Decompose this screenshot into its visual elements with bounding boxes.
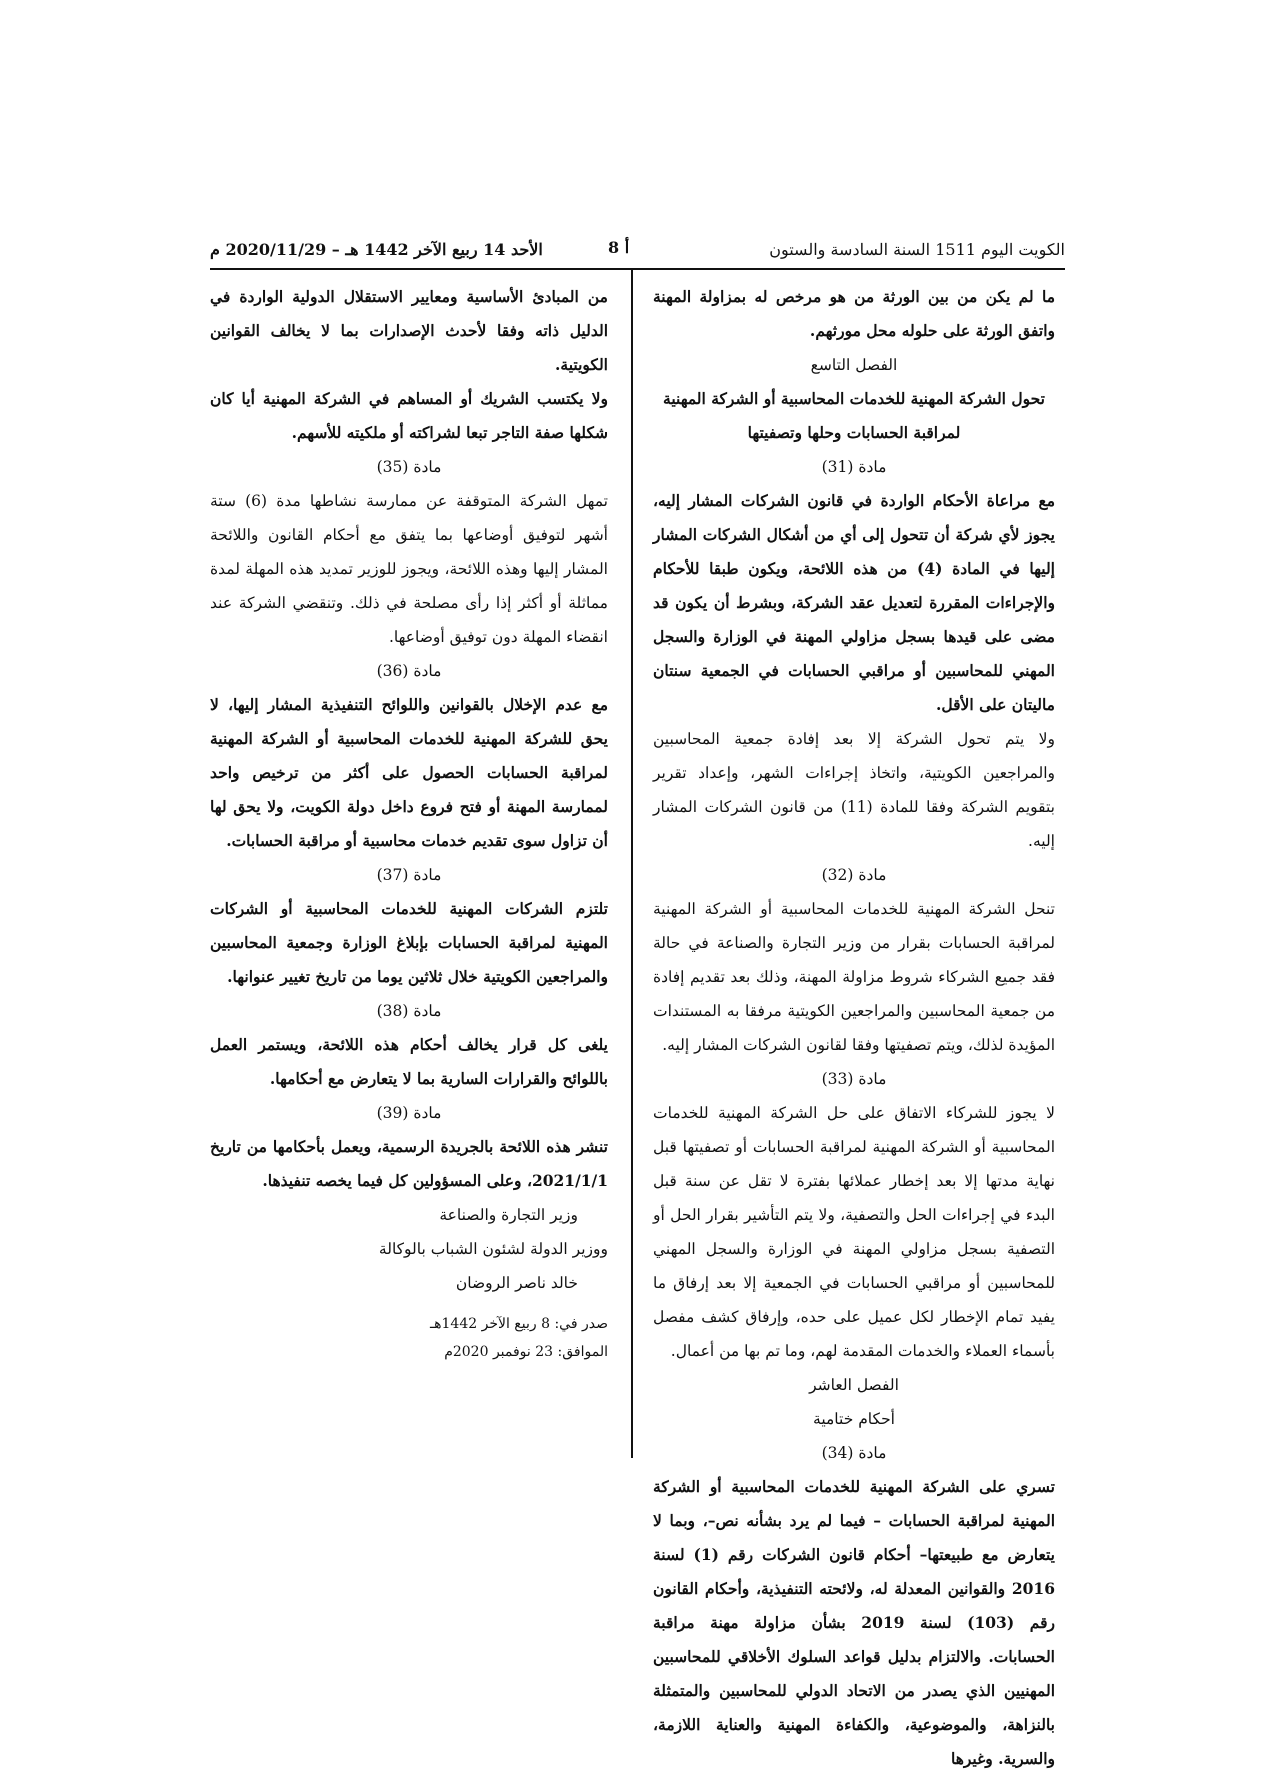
article-text: تنشر هذه اللائحة بالجريدة الرسمية، ويعمل بأحكامها من تاريخ 2021/1/1، وعلى المسؤولين كل فيما يخصه تنفيذها. — [210, 1137, 608, 1190]
article-title: مادة (31) — [821, 458, 887, 476]
paragraph: ولا يكتسب الشريك أو المساهم في الشركة المهنية أيا كان شكلها صفة التاجر تبعا لشراكته أو ملكيته للأسهم. — [210, 389, 608, 442]
right-column — [653, 280, 1055, 1776]
article-title: مادة (39) — [376, 1104, 442, 1122]
issue-date-hijri: صدر في: 8 ربيع الآخر 1442هـ — [430, 1316, 608, 1332]
article-text: مع مراعاة الأحكام الواردة في قانون الشركات المشار إليه، يجوز لأي شركة أن تتحول إلى أي من أشكال الشركات المشار إليها في المادة (4) من هذه اللائحة، ويكون طبقا للأحكام والإجراءات المقررة لتعديل عقد الشركة، وبشرط أن يكون قد مضى على قيدها بسجل مزاولي المهنة في الوزارة والسجل المهني للمحاسبين أو مراقبي الحسابات في الجمعية سنتان ماليتان على الأقل. — [653, 491, 1055, 714]
article-title: مادة (34) — [821, 1444, 887, 1462]
article-title: مادة (32) — [821, 866, 887, 884]
article-text: يلغى كل قرار يخالف أحكام هذه اللائحة، ويستمر العمل باللوائح والقرارات السارية بما لا يتعارض مع أحكامها. — [210, 1035, 608, 1088]
issue-date-gregorian: الموافق: 23 نوفمبر 2020م — [444, 1344, 608, 1360]
article-text: لا يجوز للشركاء الاتفاق على حل الشركة المهنية للخدمات المحاسبية أو الشركة المهنية لمراقبة الحسابات أو تصفيتها قبل نهاية مدتها إلا بعد إخطار عملائها بفترة لا تقل عن سنة قبل البدء في إجراءات الحل والتصفية، ولا يتم التأشير بقرار الحل أو التصفية بسجل مزاولي المهنة في الوزارة والسجل المهني للمحاسبين أو مراقبي الحسابات في الجمعية إلا بعد إرفاق ما يفيد تمام الإخطار لكل عميل على حده، وإرفاق كشف مفصل بأسماء العملاء والخدمات المقدمة لهم، وما تم بها من أعمال. — [653, 1104, 1055, 1360]
article-text: تمهل الشركة المتوقفة عن ممارسة نشاطها مدة (6) ستة أشهر لتوفيق أوضاعها بما يتفق مع أحكام القانون واللائحة المشار إليها وهذه اللائحة، ويجوز للوزير تمديد هذه المهلة لمدة مماثلة أو أكثر إذا رأى مصلحة في ذلك. وتنقضي الشركة عند انقضاء المهلة دون توفيق أوضاعها. — [210, 492, 608, 646]
article-title: مادة (35) — [376, 458, 442, 476]
signatory-title: ووزير الدولة لشئون الشباب بالوكالة — [378, 1240, 608, 1258]
article-text: تنحل الشركة المهنية للخدمات المحاسبية أو الشركة المهنية لمراقبة الحسابات بقرار من وزير التجارة والصناعة في حالة فقد جميع الشركاء شروط مزاولة المهنة، وذلك بعد تقديم إفادة من جمعية المحاسبين والمراجعين الكويتية مرفقا به المستندات المؤيدة لذلك، ويتم تصفيتها وفقا لقانون الشركات المشار إليه. — [653, 900, 1055, 1054]
article-text: تلتزم الشركات المهنية للخدمات المحاسبية أو الشركات المهنية لمراقبة الحسابات بإبلاغ الوزارة وجمعية المحاسبين والمراجعين الكويتية خلال ثلاثين يوما من تاريخ تغيير عنوانها. — [210, 899, 608, 986]
chapter-title: الفصل التاسع — [810, 356, 898, 374]
page-header — [210, 236, 1065, 266]
article-title: مادة (37) — [376, 866, 442, 884]
signatory-name: خالد ناصر الروضان — [455, 1274, 578, 1292]
left-column — [210, 280, 608, 1366]
signatory-title: وزير التجارة والصناعة — [439, 1206, 578, 1224]
paragraph: ما لم يكن من بين الورثة من هو مرخص له بمزاولة المهنة واتفق الورثة على حلوله محل مورثهم. — [653, 287, 1055, 340]
paragraph: من المبادئ الأساسية ومعايير الاستقلال الدولية الواردة في الدليل ذاته وفقا لأحدث الإصدارات بما لا يخالف القوانين الكويتية. — [210, 287, 608, 374]
article-text: ولا يتم تحول الشركة إلا بعد إفادة جمعية المحاسبين والمراجعين الكويتية، واتخاذ إجراءات الشهر، وإعداد تقرير بتقويم الشركة وفقا للمادة (11) من قانون الشركات المشار إليه. — [653, 730, 1055, 850]
article-text: مع عدم الإخلال بالقوانين واللوائح التنفيذية المشار إليها، لا يحق للشركة المهنية للخدمات المحاسبية أو الشركة المهنية لمراقبة الحسابات الحصول على أكثر من ترخيص واحد لممارسة المهنة أو فتح فروع داخل دولة الكويت، ولا يحق لها أن تزاول سوى تقديم خدمات محاسبية أو مراقبة الحسابات. — [210, 695, 608, 850]
chapter-subtitle: أحكام ختامية — [813, 1410, 895, 1428]
article-title: مادة (36) — [376, 662, 442, 680]
chapter-title: الفصل العاشر — [809, 1376, 899, 1394]
header-issue-info: الكويت اليوم 1511 السنة السادسة والستون — [769, 240, 1065, 259]
article-text: تسري على الشركة المهنية للخدمات المحاسبية أو الشركة المهنية لمراقبة الحسابات – فيما لم يرد بشأنه نص–، وبما لا يتعارض مع طبيعتها– أحكام قانون الشركات رقم (1) لسنة 2016 والقوانين المعدلة له، ولائحته التنفيذية، وأحكام القانون رقم (103) لسنة 2019 بشأن مزاولة مهنة مراقبة الحسابات. والالتزام بدليل قواعد السلوك الأخلاقي للمحاسبين المهنيين الذي يصدر من الاتحاد الدولي للمحاسبين والمتمثلة بالنزاهة، والموضوعية، والكفاءة المهنية والعناية اللازمة، والسرية. وغيرها — [653, 1477, 1055, 1768]
header-date: الأحد 14 ربيع الآخر 1442 هـ – 2020/11/29 م — [210, 240, 543, 259]
article-title: مادة (33) — [821, 1070, 887, 1088]
header-rule — [210, 268, 1065, 270]
article-title: مادة (38) — [376, 1002, 442, 1020]
chapter-subtitle: تحول الشركة المهنية للخدمات المحاسبية أو الشركة المهنية لمراقبة الحسابات وحلها وتصفيتها — [663, 389, 1045, 442]
header-page-number: أ 8 — [608, 238, 630, 257]
column-divider — [631, 268, 633, 1458]
